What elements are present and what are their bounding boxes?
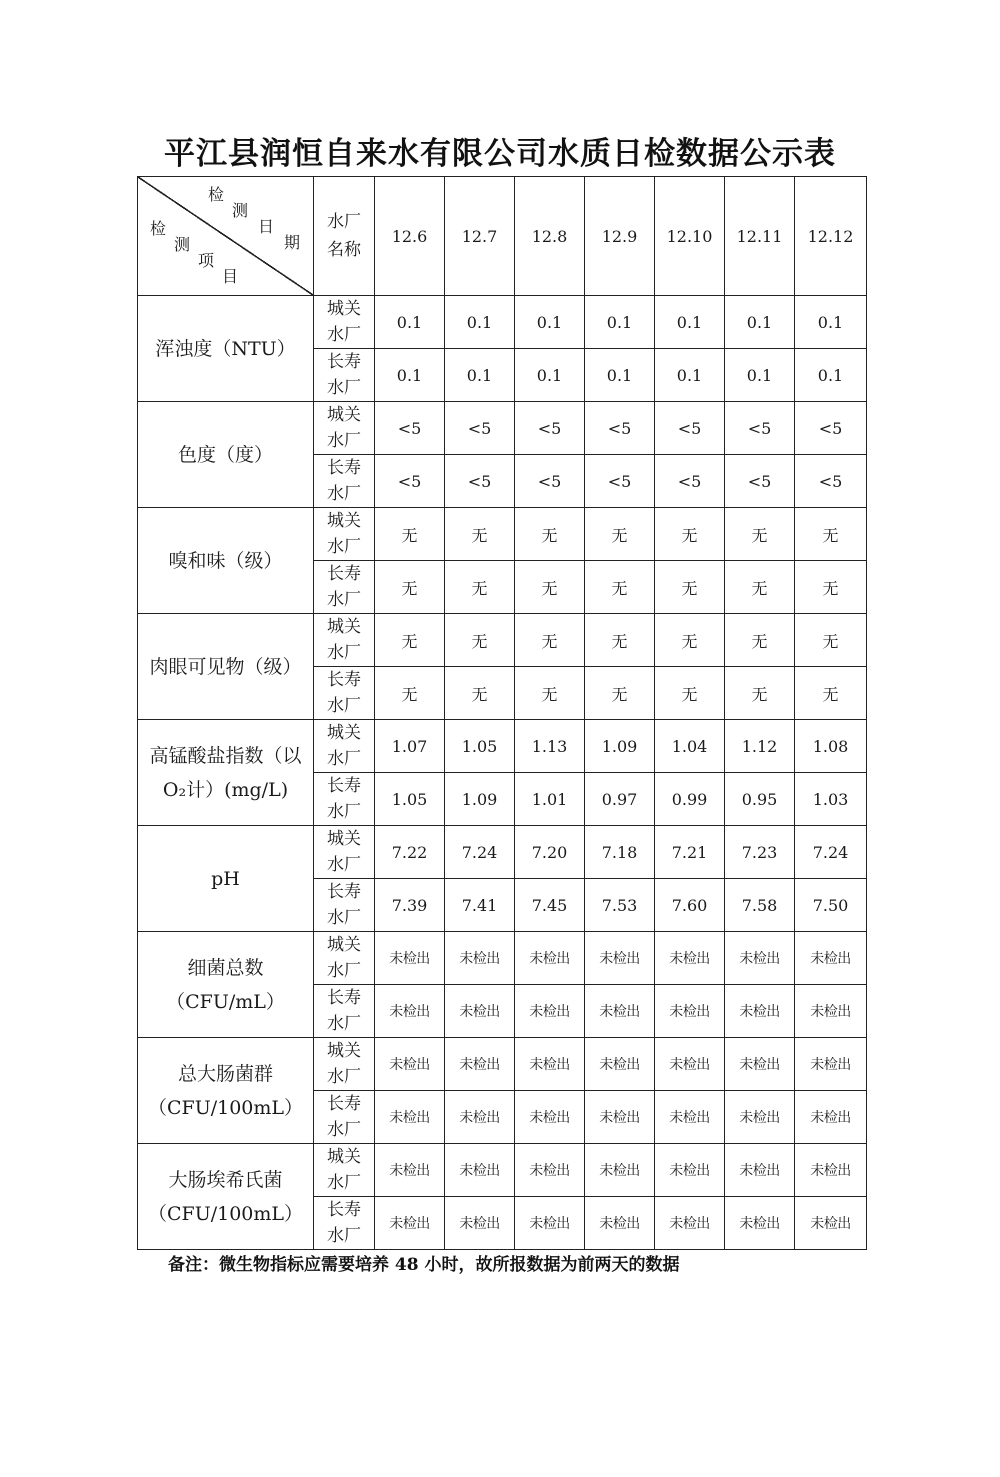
value-cell: <5	[725, 455, 795, 508]
plant-name-cell: 城关 水厂	[314, 402, 375, 455]
value-cell: 未检出	[445, 985, 515, 1038]
value-cell: 1.12	[725, 720, 795, 773]
value-cell: 0.1	[655, 349, 725, 402]
value-cell: 未检出	[375, 1144, 445, 1197]
value-cell: 未检出	[375, 1197, 445, 1250]
value-cell: 0.97	[585, 773, 655, 826]
value-cell: 未检出	[795, 932, 867, 985]
value-cell: <5	[795, 455, 867, 508]
value-cell: 1.05	[375, 773, 445, 826]
value-cell: <5	[585, 402, 655, 455]
diag-label-top-char: 期	[284, 233, 301, 252]
table-row	[138, 1038, 867, 1091]
value-cell: 无	[725, 561, 795, 614]
value-cell: 1.01	[515, 773, 585, 826]
value-cell: 1.07	[375, 720, 445, 773]
value-cell: 0.1	[445, 296, 515, 349]
value-cell: 未检出	[585, 932, 655, 985]
value-cell: 未检出	[515, 985, 585, 1038]
plant-name-cell: 城关 水厂	[314, 720, 375, 773]
value-cell: 7.23	[725, 826, 795, 879]
value-cell: 1.09	[585, 720, 655, 773]
value-cell: 0.1	[375, 296, 445, 349]
plant-name-cell: 城关 水厂	[314, 1038, 375, 1091]
value-cell: 0.1	[655, 296, 725, 349]
plant-name-cell: 长寿 水厂	[314, 561, 375, 614]
value-cell: 未检出	[725, 932, 795, 985]
value-cell: 未检出	[515, 932, 585, 985]
value-cell: 无	[655, 508, 725, 561]
value-cell: 1.03	[795, 773, 867, 826]
value-cell: 未检出	[725, 985, 795, 1038]
value-cell: 无	[795, 508, 867, 561]
value-cell: <5	[795, 402, 867, 455]
value-cell: 未检出	[795, 985, 867, 1038]
date-header: 12.6	[375, 177, 445, 296]
table-header-row	[138, 177, 867, 296]
value-cell: 0.1	[375, 349, 445, 402]
plant-name-cell: 长寿 水厂	[314, 455, 375, 508]
value-cell: 无	[585, 561, 655, 614]
value-cell: 0.1	[725, 296, 795, 349]
value-cell: <5	[655, 455, 725, 508]
value-cell: <5	[725, 402, 795, 455]
diag-label-top-char: 检	[208, 185, 225, 204]
date-header: 12.7	[445, 177, 515, 296]
value-cell: 未检出	[655, 932, 725, 985]
value-cell: 未检出	[375, 1091, 445, 1144]
test-item-name: pH	[138, 826, 314, 932]
value-cell: 无	[795, 561, 867, 614]
test-item-name: 浑浊度（NTU）	[138, 296, 314, 402]
value-cell: 1.05	[445, 720, 515, 773]
date-header: 12.12	[795, 177, 867, 296]
value-cell: 未检出	[585, 1091, 655, 1144]
table-row	[138, 720, 867, 773]
test-item-name: 色度（度）	[138, 402, 314, 508]
value-cell: 未检出	[725, 1197, 795, 1250]
plant-name-cell: 长寿 水厂	[314, 1091, 375, 1144]
value-cell: 未检出	[725, 1091, 795, 1144]
value-cell: 0.99	[655, 773, 725, 826]
plant-name-cell: 城关 水厂	[314, 614, 375, 667]
value-cell: 未检出	[445, 1038, 515, 1091]
value-cell: 0.1	[515, 349, 585, 402]
value-cell: <5	[375, 402, 445, 455]
value-cell: <5	[375, 455, 445, 508]
value-cell: 0.95	[725, 773, 795, 826]
test-item-name: 嗅和味（级）	[138, 508, 314, 614]
table-row	[138, 932, 867, 985]
value-cell: 无	[515, 614, 585, 667]
date-header: 12.10	[655, 177, 725, 296]
value-cell: 未检出	[795, 1038, 867, 1091]
value-cell: 0.1	[585, 296, 655, 349]
plant-name-cell: 长寿 水厂	[314, 985, 375, 1038]
table-row	[138, 402, 867, 455]
value-cell: 无	[725, 508, 795, 561]
value-cell: 无	[375, 614, 445, 667]
value-cell: <5	[515, 455, 585, 508]
value-cell: 未检出	[445, 1091, 515, 1144]
value-cell: 无	[795, 614, 867, 667]
table-row	[138, 826, 867, 879]
value-cell: 未检出	[795, 1091, 867, 1144]
value-cell: 0.1	[585, 349, 655, 402]
value-cell: 7.21	[655, 826, 725, 879]
value-cell: <5	[585, 455, 655, 508]
page-title: 平江县润恒自来水有限公司水质日检数据公示表	[164, 136, 836, 172]
value-cell: 0.1	[725, 349, 795, 402]
value-cell: <5	[655, 402, 725, 455]
value-cell: 未检出	[585, 1144, 655, 1197]
value-cell: 0.1	[445, 349, 515, 402]
value-cell: 7.22	[375, 826, 445, 879]
value-cell: 未检出	[655, 1144, 725, 1197]
value-cell: 7.18	[585, 826, 655, 879]
value-cell: 未检出	[445, 932, 515, 985]
table-row	[138, 614, 867, 667]
plant-name-cell: 长寿 水厂	[314, 667, 375, 720]
value-cell: 7.45	[515, 879, 585, 932]
plant-name-cell: 城关 水厂	[314, 1144, 375, 1197]
test-item-name: 肉眼可见物（级）	[138, 614, 314, 720]
plant-name-header: 水厂 名称	[314, 177, 375, 296]
value-cell: 无	[445, 614, 515, 667]
plant-name-cell: 长寿 水厂	[314, 773, 375, 826]
value-cell: 无	[445, 508, 515, 561]
value-cell: 7.39	[375, 879, 445, 932]
value-cell: 无	[725, 667, 795, 720]
value-cell: 无	[585, 614, 655, 667]
value-cell: 未检出	[375, 1038, 445, 1091]
value-cell: 无	[725, 614, 795, 667]
diag-label-bottom-char: 测	[174, 235, 191, 254]
value-cell: 未检出	[375, 985, 445, 1038]
value-cell: 7.24	[445, 826, 515, 879]
value-cell: 未检出	[515, 1091, 585, 1144]
table-row	[138, 508, 867, 561]
date-header: 12.9	[585, 177, 655, 296]
test-item-name: 大肠埃希氏菌 （CFU/100mL）	[138, 1144, 314, 1250]
value-cell: 无	[585, 667, 655, 720]
value-cell: 1.04	[655, 720, 725, 773]
plant-name-cell: 长寿 水厂	[314, 1197, 375, 1250]
value-cell: 无	[655, 561, 725, 614]
value-cell: 未检出	[655, 1038, 725, 1091]
value-cell: 1.13	[515, 720, 585, 773]
water-quality-table	[137, 176, 867, 1250]
value-cell: <5	[445, 455, 515, 508]
value-cell: 未检出	[795, 1197, 867, 1250]
diag-label-top-char: 测	[232, 201, 249, 220]
value-cell: <5	[445, 402, 515, 455]
value-cell: 未检出	[585, 1197, 655, 1250]
value-cell: 未检出	[795, 1144, 867, 1197]
value-cell: 未检出	[655, 985, 725, 1038]
date-header: 12.11	[725, 177, 795, 296]
plant-name-cell: 城关 水厂	[314, 296, 375, 349]
value-cell: 1.09	[445, 773, 515, 826]
value-cell: 7.58	[725, 879, 795, 932]
diagonal-header-cell	[138, 177, 314, 296]
value-cell: 无	[585, 508, 655, 561]
footnote: 备注：微生物指标应需要培养 48 小时，故所报数据为前两天的数据	[168, 1255, 680, 1275]
value-cell: 0.1	[515, 296, 585, 349]
value-cell: 未检出	[375, 932, 445, 985]
value-cell: 未检出	[725, 1038, 795, 1091]
value-cell: 无	[445, 561, 515, 614]
value-cell: 未检出	[515, 1038, 585, 1091]
plant-name-cell: 城关 水厂	[314, 826, 375, 879]
value-cell: 未检出	[515, 1197, 585, 1250]
value-cell: 0.1	[795, 296, 867, 349]
table-row	[138, 296, 867, 349]
value-cell: 7.41	[445, 879, 515, 932]
value-cell: 无	[515, 508, 585, 561]
value-cell: 无	[375, 508, 445, 561]
value-cell: 无	[375, 561, 445, 614]
diag-label-top-char: 日	[258, 217, 275, 236]
value-cell: 7.24	[795, 826, 867, 879]
value-cell: 未检出	[585, 1038, 655, 1091]
test-item-name: 总大肠菌群 （CFU/100mL）	[138, 1038, 314, 1144]
plant-name-cell: 长寿 水厂	[314, 349, 375, 402]
value-cell: 未检出	[445, 1197, 515, 1250]
table-row	[138, 1144, 867, 1197]
value-cell: 无	[515, 561, 585, 614]
diag-label-bottom-char: 目	[222, 267, 239, 286]
plant-name-cell: 长寿 水厂	[314, 879, 375, 932]
value-cell: 7.50	[795, 879, 867, 932]
value-cell: 无	[375, 667, 445, 720]
plant-name-cell: 城关 水厂	[314, 932, 375, 985]
diag-label-bottom-char: 项	[198, 251, 215, 270]
plant-name-cell: 城关 水厂	[314, 508, 375, 561]
value-cell: 无	[795, 667, 867, 720]
value-cell: 未检出	[655, 1091, 725, 1144]
value-cell: 未检出	[585, 985, 655, 1038]
value-cell: 未检出	[725, 1144, 795, 1197]
value-cell: 未检出	[445, 1144, 515, 1197]
value-cell: 无	[445, 667, 515, 720]
test-item-name: 高锰酸盐指数（以 O₂计）(mg/L)	[138, 720, 314, 826]
value-cell: 7.60	[655, 879, 725, 932]
value-cell: 0.1	[795, 349, 867, 402]
value-cell: 7.53	[585, 879, 655, 932]
value-cell: 1.08	[795, 720, 867, 773]
value-cell: 未检出	[655, 1197, 725, 1250]
value-cell: 未检出	[515, 1144, 585, 1197]
value-cell: 无	[655, 667, 725, 720]
test-item-name: 细菌总数 （CFU/mL）	[138, 932, 314, 1038]
value-cell: <5	[515, 402, 585, 455]
value-cell: 无	[655, 614, 725, 667]
value-cell: 无	[515, 667, 585, 720]
value-cell: 7.20	[515, 826, 585, 879]
diag-label-bottom-char: 检	[150, 219, 167, 238]
date-header: 12.8	[515, 177, 585, 296]
